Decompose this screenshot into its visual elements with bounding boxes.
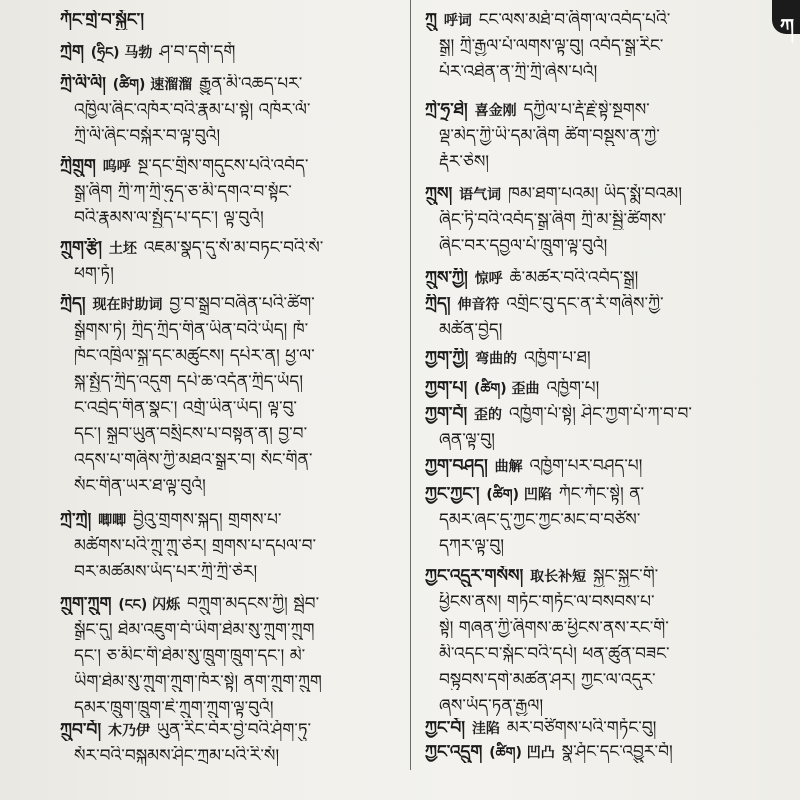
entry-chinese-gloss: 呼词 <box>438 13 477 29</box>
right_column-entry <box>425 294 664 315</box>
left_column-entry <box>60 42 235 63</box>
right_column-entry <box>425 378 599 399</box>
entry-chinese-gloss: 语气词 <box>454 187 506 203</box>
entry-chinese-gloss: 洼陷 <box>467 721 505 737</box>
entry-headword: ཀྱང་འདྲུར་གསོས། <box>425 566 524 586</box>
entry-definition-line: ཁོང་འཁྲིལ་སྐྲ་དང་མཚུངས། དཔེར་ན། ཕྱ་ལ་ <box>74 346 315 366</box>
entry-headword: ཀྲུབ་བོ། <box>60 720 102 740</box>
right_column-entry <box>425 184 682 205</box>
entry-chinese-gloss: 木乃伊 <box>103 723 155 739</box>
entry-definition-line: སྐྱང་སྐྱང་གི་ <box>593 566 659 586</box>
left_column-entry <box>60 238 323 259</box>
entry-definition-line: བར་མཚམས་ཡོད་པར་ཀྲི་ཀྲི་ཅེར། <box>74 562 258 582</box>
entry-chinese-gloss: 弯曲的 <box>470 351 522 367</box>
entry-definition-line: སོར་བའི་བསྐམས་ཤིང་ཀྲམ་པའི་རི་སོ། <box>74 746 280 766</box>
entry-chinese-gloss: 唧唧 <box>93 513 132 529</box>
entry-definition-line: ངང་ལས་མཐོ་བ་ཞིག་ལ་འབོད་པའི་ <box>478 10 671 30</box>
entry-definition-line: སྒྲ་ཞིག ཀྲི་ཀ་ཀྲི་ཧུད་ཅ་མི་དགའ་བ་སྟོང་ <box>74 182 292 202</box>
entry-headword: ཀྲེ་ཧྲ་ཐེ། <box>425 100 468 120</box>
right_column-entry <box>425 742 673 763</box>
entry-headword: ཀྲི་ལི་ལི། <box>60 74 106 94</box>
entry-definition-line: པོར་འཐེན་ན་ཀྲི་ཀྲི་ཞེས་པའོ། <box>439 62 598 82</box>
right_column-entry <box>425 268 638 289</box>
entry-headword: ཀྲུས། <box>425 184 453 204</box>
entry-chinese-gloss: (ཧྲིང) 马勃 <box>85 45 158 61</box>
right_column-entry <box>425 718 656 739</box>
left_column-entry <box>60 156 308 177</box>
right_column-entry <box>425 566 658 587</box>
entry-headword: ཀྲེག <box>60 42 84 62</box>
entry-chinese-gloss: (ཚིག) 歪曲 <box>469 381 545 397</box>
left_column-entry <box>60 294 315 315</box>
entry-definition-line: ཆོ་མཚར་བའི་འབོད་སྒྲ། <box>509 268 639 288</box>
entry-definition-line: འཇམ་སྣད་དུ་སོ་མ་བཏང་བའི་སོ་ <box>143 238 324 258</box>
left_column-entry <box>60 720 311 741</box>
entry-definition-line: སྟེ། གཞན་ཀྱི་ཞིགས་ཆ་ཕྱིངས་ནས་རང་གི་ <box>439 618 669 638</box>
entry-definition-line: འདས་པ་གཞིས་ཀྱི་མཐའ་སྒྲུར་བ། སོང་གིན་ <box>74 450 313 470</box>
entry-chinese-gloss: 歪的 <box>469 407 507 423</box>
entry-definition-line: ཕྱིངས་ནས། གཏོང་གཏོང་ལ་བསབས་པ་ <box>439 592 655 612</box>
entry-chinese-gloss: (ཚིག) 速溜溜 <box>107 77 198 93</box>
entry-definition-line: བསྟུབས་དགེ་མཚན་ཤར། ཀྱང་ལ་འདུར་ <box>439 670 656 690</box>
entry-definition-line: དཀྱིལ་པ་རྡོ་རྗེ་སྟེ་སྔགས་ <box>523 100 650 120</box>
entry-headword: ཀྲེ་ཀྲེ། <box>60 510 92 530</box>
entry-chinese-gloss: 现在时助词 <box>87 297 168 313</box>
entry-headword: ཀྱག་བོ། <box>425 404 468 424</box>
entry-chinese-gloss: 喜金刚 <box>469 103 522 119</box>
entry-definition-line: ང་འབྲེད་གིན་སྣང་། འགྲོ་ཡིན་ཡོད། ལྟ་བུ་ <box>74 398 297 418</box>
entry-headword: ཀྲིད། <box>60 294 86 314</box>
entry-definition-line: སྒྲོགས་ཏེ། ཀྲིད་ཀྲིད་གིན་ཡིན་བའི་ཡོད། ཁོ་ <box>74 320 309 340</box>
entry-definition-line: འགྲིང་བུ་དང་ན་རོ་གཞིས་ཀྱི་ <box>506 294 664 314</box>
entry-headword: ཀྱང་བོ། <box>425 718 466 738</box>
left_column-entry <box>60 510 281 531</box>
left_column-entry <box>60 10 144 30</box>
entry-headword: ཀྱག་ཀྱི། <box>425 348 469 368</box>
right_column-entry <box>425 484 644 505</box>
entry-definition-line: ཀྲི་ལི་ཞིང་བསྐོར་བ་ལྟ་བུའོ། <box>74 126 221 146</box>
entry-headword: ཀོང་གྲེ་བ་སྐྱོང་། <box>60 10 144 30</box>
right_column-entry <box>425 456 642 477</box>
entry-headword: ཀྱག་བཤད། <box>425 456 488 476</box>
entry-definition-line: བའི་རྣམས་ལ་སྤྱོད་པ་དང་། ལྟ་བུའོ། <box>74 208 264 228</box>
entry-definition-line: དང་། སྐྲུབ་ཡུན་བསྲིངས་པ་བསྟན་ན། བྱ་བ་ <box>74 424 308 444</box>
entry-definition-line: ཀོང་ཀོང་སྟེ། ན་ <box>558 484 645 504</box>
entry-definition-line: ཡུན་རིང་བོར་བྱེ་བའི་ཤོག་ཏུ་ <box>156 720 312 740</box>
entry-definition-line: དང་། ཅ་མིང་གི་ཐེམ་སུ་ཁྲུག་ཁྲུག་དང་། མེ་ <box>74 646 306 666</box>
entry-definition-line: བྱ་བ་སྒྲུབ་བཞིན་པའི་ཚིག་ <box>169 294 315 314</box>
entry-definition-line: ཞན་ལྟ་བུ། <box>439 430 495 450</box>
left_column-entry <box>60 74 302 95</box>
left_column-entry <box>60 594 319 615</box>
entry-chinese-gloss: 惊呼 <box>469 271 508 287</box>
entry-chinese-gloss: 伸音符 <box>452 297 505 313</box>
entry-definition-line: དམར་ཞང་དུ་ཀྱང་ཀྱང་མང་བ་བཙོས་ <box>439 510 641 530</box>
entry-definition-line: སོང་གིན་ཡར་ཐ་ལྟ་བུའོ། <box>74 476 206 496</box>
right_column-entry <box>425 404 692 425</box>
section-letter: ཀ <box>780 14 795 38</box>
entry-definition-line: འཁྱོག་པ། <box>546 378 600 398</box>
entry-definition-line: དཀར་ལྟ་བུ། <box>439 536 505 556</box>
entry-definition-line: ཞིང་བར་དབྱལ་པོ་ཁྲུག་ལྟ་བུའོ། <box>439 236 608 256</box>
column-divider <box>410 0 411 770</box>
entry-definition-line: རྡོར་ཅེས། <box>439 152 490 172</box>
section-thumb-tab <box>772 0 800 38</box>
entry-headword: ཀྲུ <box>425 10 437 30</box>
entry-definition-line: ཕག་ཏོ། <box>74 264 114 284</box>
right_column-entry <box>425 348 591 369</box>
entry-definition-line: སྔ་དང་གྲིས་གདུངས་པའི་འབོད་ <box>137 156 309 176</box>
entry-definition-line: ཤ་བ་དགོ་དགོ <box>159 42 236 62</box>
entry-headword: ཀྱང་འདྲུག <box>425 742 483 762</box>
right_column-entry <box>425 10 670 31</box>
entry-definition-line: འཁྱོག་པ་ཐ། <box>524 348 591 368</box>
entry-chinese-gloss: 曲解 <box>489 459 528 475</box>
entry-definition-line: སྒྲོང་དུ། ཐེམ་འཇུག་བོ་ཡིག་ཐེམ་སུ་ཀྲུག་ཀྲུག <box>74 620 315 640</box>
entry-headword: ཀྲུས་ཀྱི། <box>425 268 468 288</box>
entry-chinese-gloss: (ཚིག) 凹陷 <box>481 487 557 503</box>
entry-definition-line: མི་འདང་བ་སྐོང་བའི་དཔེ། ཕན་ཚུན་བཟང་ <box>439 644 670 664</box>
entry-chinese-gloss: (ངང) 闪烁 <box>113 597 186 613</box>
entry-definition-line: འཁྱོག་པོ་སྟེ། ཤིང་ཀྱག་པོ་ཀ་བ་བ་ <box>508 404 692 424</box>
entry-headword: ཀྲུག་ཀྲུག <box>60 594 112 614</box>
entry-definition-line: འཁྱིལ་ཞིང་འཁོར་བའི་རྣམ་པ་སྟེ། འཁོར་ལོ་ <box>74 100 311 120</box>
entry-headword: ཀྲུག་རྩི། <box>60 238 102 258</box>
entry-definition-line: དམར་ཁྲུག་ཁྲུག་ཇེ་ཀྲུག་ཀྲུག་ལྟ་བུའོ། <box>74 698 274 718</box>
entry-headword: ཀྱག་པ། <box>425 378 468 398</box>
entry-definition-line: སྐ་སྤྱོད་ཀྲིད་འདུག དཔེ་ཆ་འདོན་ཀྲིད་ཡོད། <box>74 372 303 392</box>
entry-definition-line: མཚོན་བྱེད། <box>439 320 503 340</box>
entry-chinese-gloss: 取长补短 <box>525 569 591 585</box>
entry-definition-line: ཡིག་ཐེམ་སུ་ཀྲུག་ཀྲུག་ཁོར་སྟེ། ནག་ཀྲུག་ཀྲུག <box>74 672 322 692</box>
entry-definition-line: ལྡ་མེད་ཀྱི་ཡི་དམ་ཞིག ཚིག་བསྡུས་ན་ཀྱེ་ <box>439 126 660 146</box>
entry-definition-line: བྱིའུ་གྲགས་སྐད། གྲགས་པ་ <box>133 510 282 530</box>
entry-chinese-gloss: (ཚིག) 凹凸 <box>484 745 560 761</box>
entry-headword: ཀྲིགྲུག <box>60 156 96 176</box>
entry-chinese-gloss: 呜呼 <box>97 159 136 175</box>
entry-definition-line: མར་བཙིགས་པའི་གཏོང་བུ། <box>506 718 657 738</box>
right_column-entry <box>425 100 650 121</box>
entry-chinese-gloss: 土坯 <box>104 241 142 257</box>
entry-headword: ཀྲིད། <box>425 294 451 314</box>
entry-definition-line: ཞས་ཡོད་ཏན་རྒྱལ། <box>439 696 544 716</box>
entry-definition-line: སྒྲ། ཀྲི་རྒྱལ་པོ་ལགས་ལྟ་བུ། འབོད་སྒྲ་རིང་ <box>439 36 664 56</box>
entry-definition-line: བཀྲུག་མདངས་ཀྱི། སྦེབ་ <box>187 594 320 614</box>
entry-definition-line: རྒྱུན་མི་འཆད་པར་ <box>199 74 303 94</box>
entry-definition-line: ཞིང་ཏི་བའི་འབོད་སྒྲ་ཞིག ཀྲི་མ་སྦྱི་ཚིགས་ <box>439 210 667 230</box>
entry-headword: ཀྱང་ཀྱང་། <box>425 484 480 504</box>
entry-definition-line: ཁམ་ཐག་པའམ། ཡིད་སྨོ་བའམ། <box>507 184 682 204</box>
entry-definition-line: སྣ་ཤོང་དང་འབྱུར་བོ། <box>561 742 673 762</box>
entry-definition-line: འཁྱོག་པར་བཤད་པ། <box>529 456 643 476</box>
entry-definition-line: མཚོགས་པའི་ཀྲུ་ཀྲུ་ཅེར། གྲགས་པ་དཔལ་བ་ <box>74 536 317 556</box>
